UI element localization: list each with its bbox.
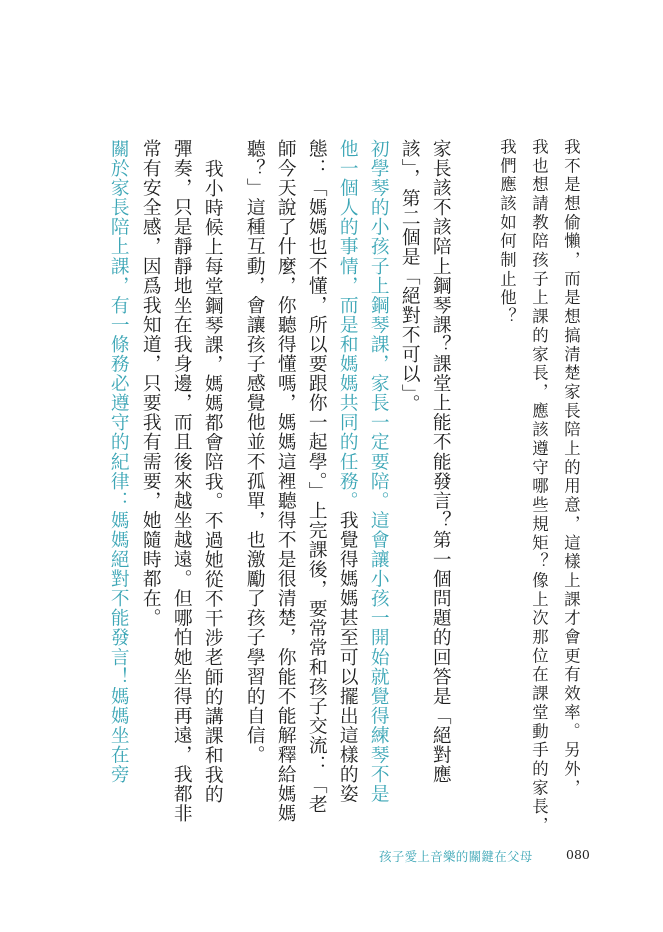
body-column (337, 139, 356, 804)
body-column: 師今天說了什麼，你聽得懂嗎，媽媽這裡聽得不是很清楚，你能不能解釋給媽媽 (274, 139, 296, 824)
page-number: 080 (566, 847, 590, 862)
highlight-text: 他一個人的事情，而是和媽媽共同的任務。 (336, 139, 358, 511)
body-column: 常有安全感，因爲我知道，只要我有需要，她隨時都在。 (139, 139, 161, 628)
highlight-column: 關於家長陪上課，有一條務必遵守的紀律：媽媽絕對不能發言！媽媽坐在旁 (107, 139, 129, 785)
question-line-2: 我也想請教陪孩子上課的家長，應該遵守哪些規矩？像上次那位在課堂動手的家長， (529, 138, 549, 836)
highlight-column: 初學琴的小孩子上鋼琴課，家長一定要陪。這會讓小孩一開始就覺得練琴不是 (367, 139, 389, 804)
body-column: 家長該不該陪上鋼琴課？課堂上能不能發言？第一個問題的回答是「絕對應 (429, 139, 451, 785)
body-column: 彈奏，只是靜靜地坐在我身邊，而且後來越坐越遠。但哪怕她坐得再遠，我都非 (170, 139, 192, 824)
body-column: 聽？」這種互動，會讓孩子感覺他並不孤單，也激勵了孩子學習的自信。 (243, 139, 265, 765)
body-column: 我小時候上每堂鋼琴課，媽媽都會陪我。不過她從不干涉老師的講課和我的 (201, 159, 223, 805)
book-title-footer: 孩子愛上音樂的關鍵在父母 (379, 849, 533, 864)
question-line-3: 我們應該如何制止他？ (497, 138, 517, 327)
body-column: 該」，第二個是「絕對不可以」。 (398, 139, 420, 414)
body-text: 我覺得媽媽甚至可以擺出這樣的姿 (336, 510, 358, 804)
body-column: 態：「媽媽也不懂，所以要跟你一起學。」上完課後，要常常和孩子交流：「老 (305, 139, 327, 814)
question-line-1: 我不是想偷懶，而是想搞清楚家長陪上的用意，這樣上課才會更有效率。另外， (561, 138, 581, 798)
